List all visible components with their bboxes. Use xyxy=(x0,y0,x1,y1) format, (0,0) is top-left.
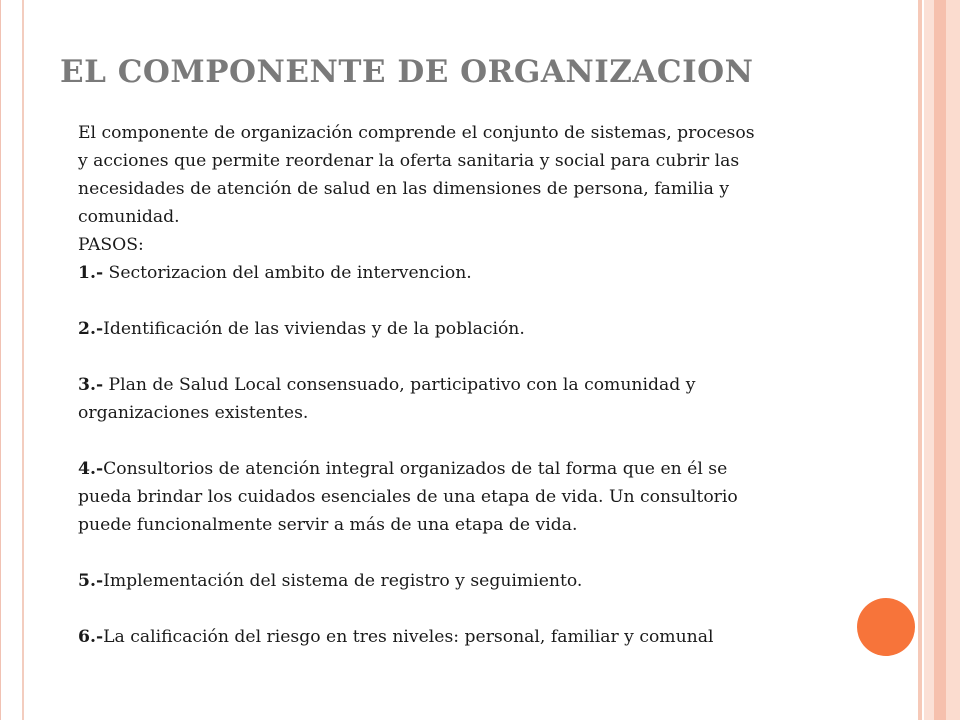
intro-line: necesidades de atención de salud en las dimensiones de persona, familia y xyxy=(78,179,730,199)
step-4 xyxy=(78,455,928,483)
step-3 xyxy=(78,371,928,399)
step-number: 4.- xyxy=(78,459,104,479)
step-number: 6.- xyxy=(78,627,104,647)
step-1 xyxy=(78,259,928,287)
right-stripe-4 xyxy=(946,0,960,720)
step-3-cont: organizaciones existentes. xyxy=(78,403,309,423)
step-text: Consultorios de atención integral organizados de tal forma que en él se xyxy=(103,459,728,479)
intro-line: comunidad. xyxy=(78,207,180,227)
step-4-cont: pueda brindar los cuidados esenciales de una etapa de vida. Un consultorio xyxy=(78,487,738,507)
step-text: Identificación de las viviendas y de la población. xyxy=(103,319,525,339)
step-2 xyxy=(78,315,928,343)
step-5 xyxy=(78,567,928,595)
intro-line: El componente de organización comprende el conjunto de sistemas, procesos xyxy=(78,123,755,143)
left-border-line xyxy=(22,0,24,720)
spacer xyxy=(78,427,928,455)
spacer xyxy=(78,343,928,371)
step-number: 3.- xyxy=(78,375,104,395)
step-text: La calificación del riesgo en tres niveles: personal, familiar y comunal xyxy=(103,627,714,647)
step-text: Sectorizacion del ambito de intervencion. xyxy=(103,263,472,283)
right-stripe-3 xyxy=(934,0,946,720)
pasos-label: PASOS: xyxy=(78,235,144,255)
step-text: Implementación del sistema de registro y seguimiento. xyxy=(103,571,583,591)
left-border-decoration xyxy=(0,0,30,720)
step-6 xyxy=(78,623,928,651)
step-number: 5.- xyxy=(78,571,104,591)
spacer xyxy=(78,287,928,315)
intro-line: y acciones que permite reordenar la oferta sanitaria y social para cubrir las xyxy=(78,151,740,171)
slide-title: EL COMPONENTE DE ORGANIZACION xyxy=(60,54,754,90)
step-text: Plan de Salud Local consensuado, participativo con la comunidad y xyxy=(103,375,696,395)
spacer xyxy=(78,539,928,567)
step-number: 1.- xyxy=(78,263,104,283)
orange-circle-decoration xyxy=(857,598,915,656)
step-4-cont: puede funcionalmente servir a más de una etapa de vida. xyxy=(78,515,578,535)
spacer xyxy=(78,595,928,623)
slide-body xyxy=(78,119,928,651)
step-number: 2.- xyxy=(78,319,104,339)
